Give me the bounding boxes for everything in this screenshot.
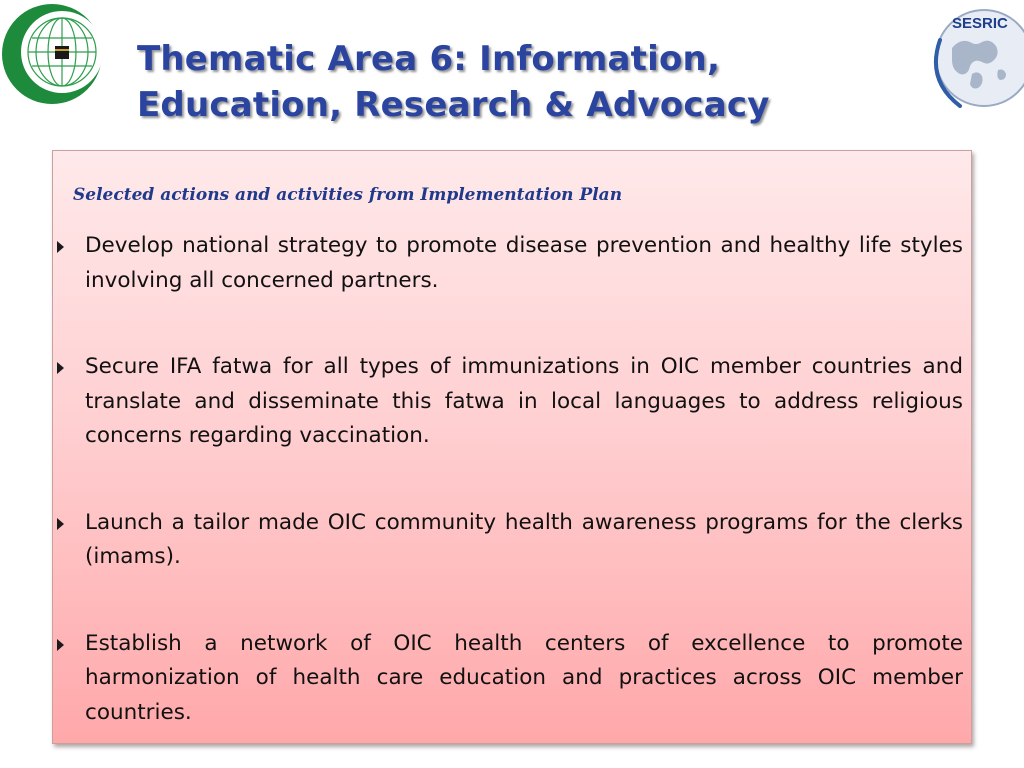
triangle-bullet-icon [57,241,64,253]
bullet-list [53,229,969,730]
bullet-text: Establish a network of OIC health centers of excellence to promote harmonization of health care education and practices across OIC member countries. [85,630,963,725]
bullet-text: Launch a tailor made OIC community health awareness programs for the clerks (imams). [85,509,963,569]
subtitle: Selected actions and activities from Implementation Plan [73,185,623,205]
list-item [53,506,969,575]
oic-logo [0,2,104,106]
content-box [52,150,972,744]
list-item [53,229,969,298]
sesric-logo-text: SESRIC [952,15,1008,32]
list-item [53,350,969,454]
triangle-bullet-icon [57,518,64,530]
triangle-bullet-icon [57,362,64,374]
page-title [137,36,897,128]
sesric-logo [928,0,1024,112]
bullet-text: Develop national strategy to promote disease prevention and healthy life styles involving all concerned partners. [85,233,963,293]
list-item [53,627,969,731]
title-line-2: Education, Research & Advocacy [137,85,770,125]
title-line-1: Thematic Area 6: Information, [137,39,721,79]
triangle-bullet-icon [57,639,64,651]
bullet-text: Secure IFA fatwa for all types of immunizations in OIC member countries and translate and disseminate this fatwa in local languages to address religious concerns regarding vaccination. [85,354,963,448]
